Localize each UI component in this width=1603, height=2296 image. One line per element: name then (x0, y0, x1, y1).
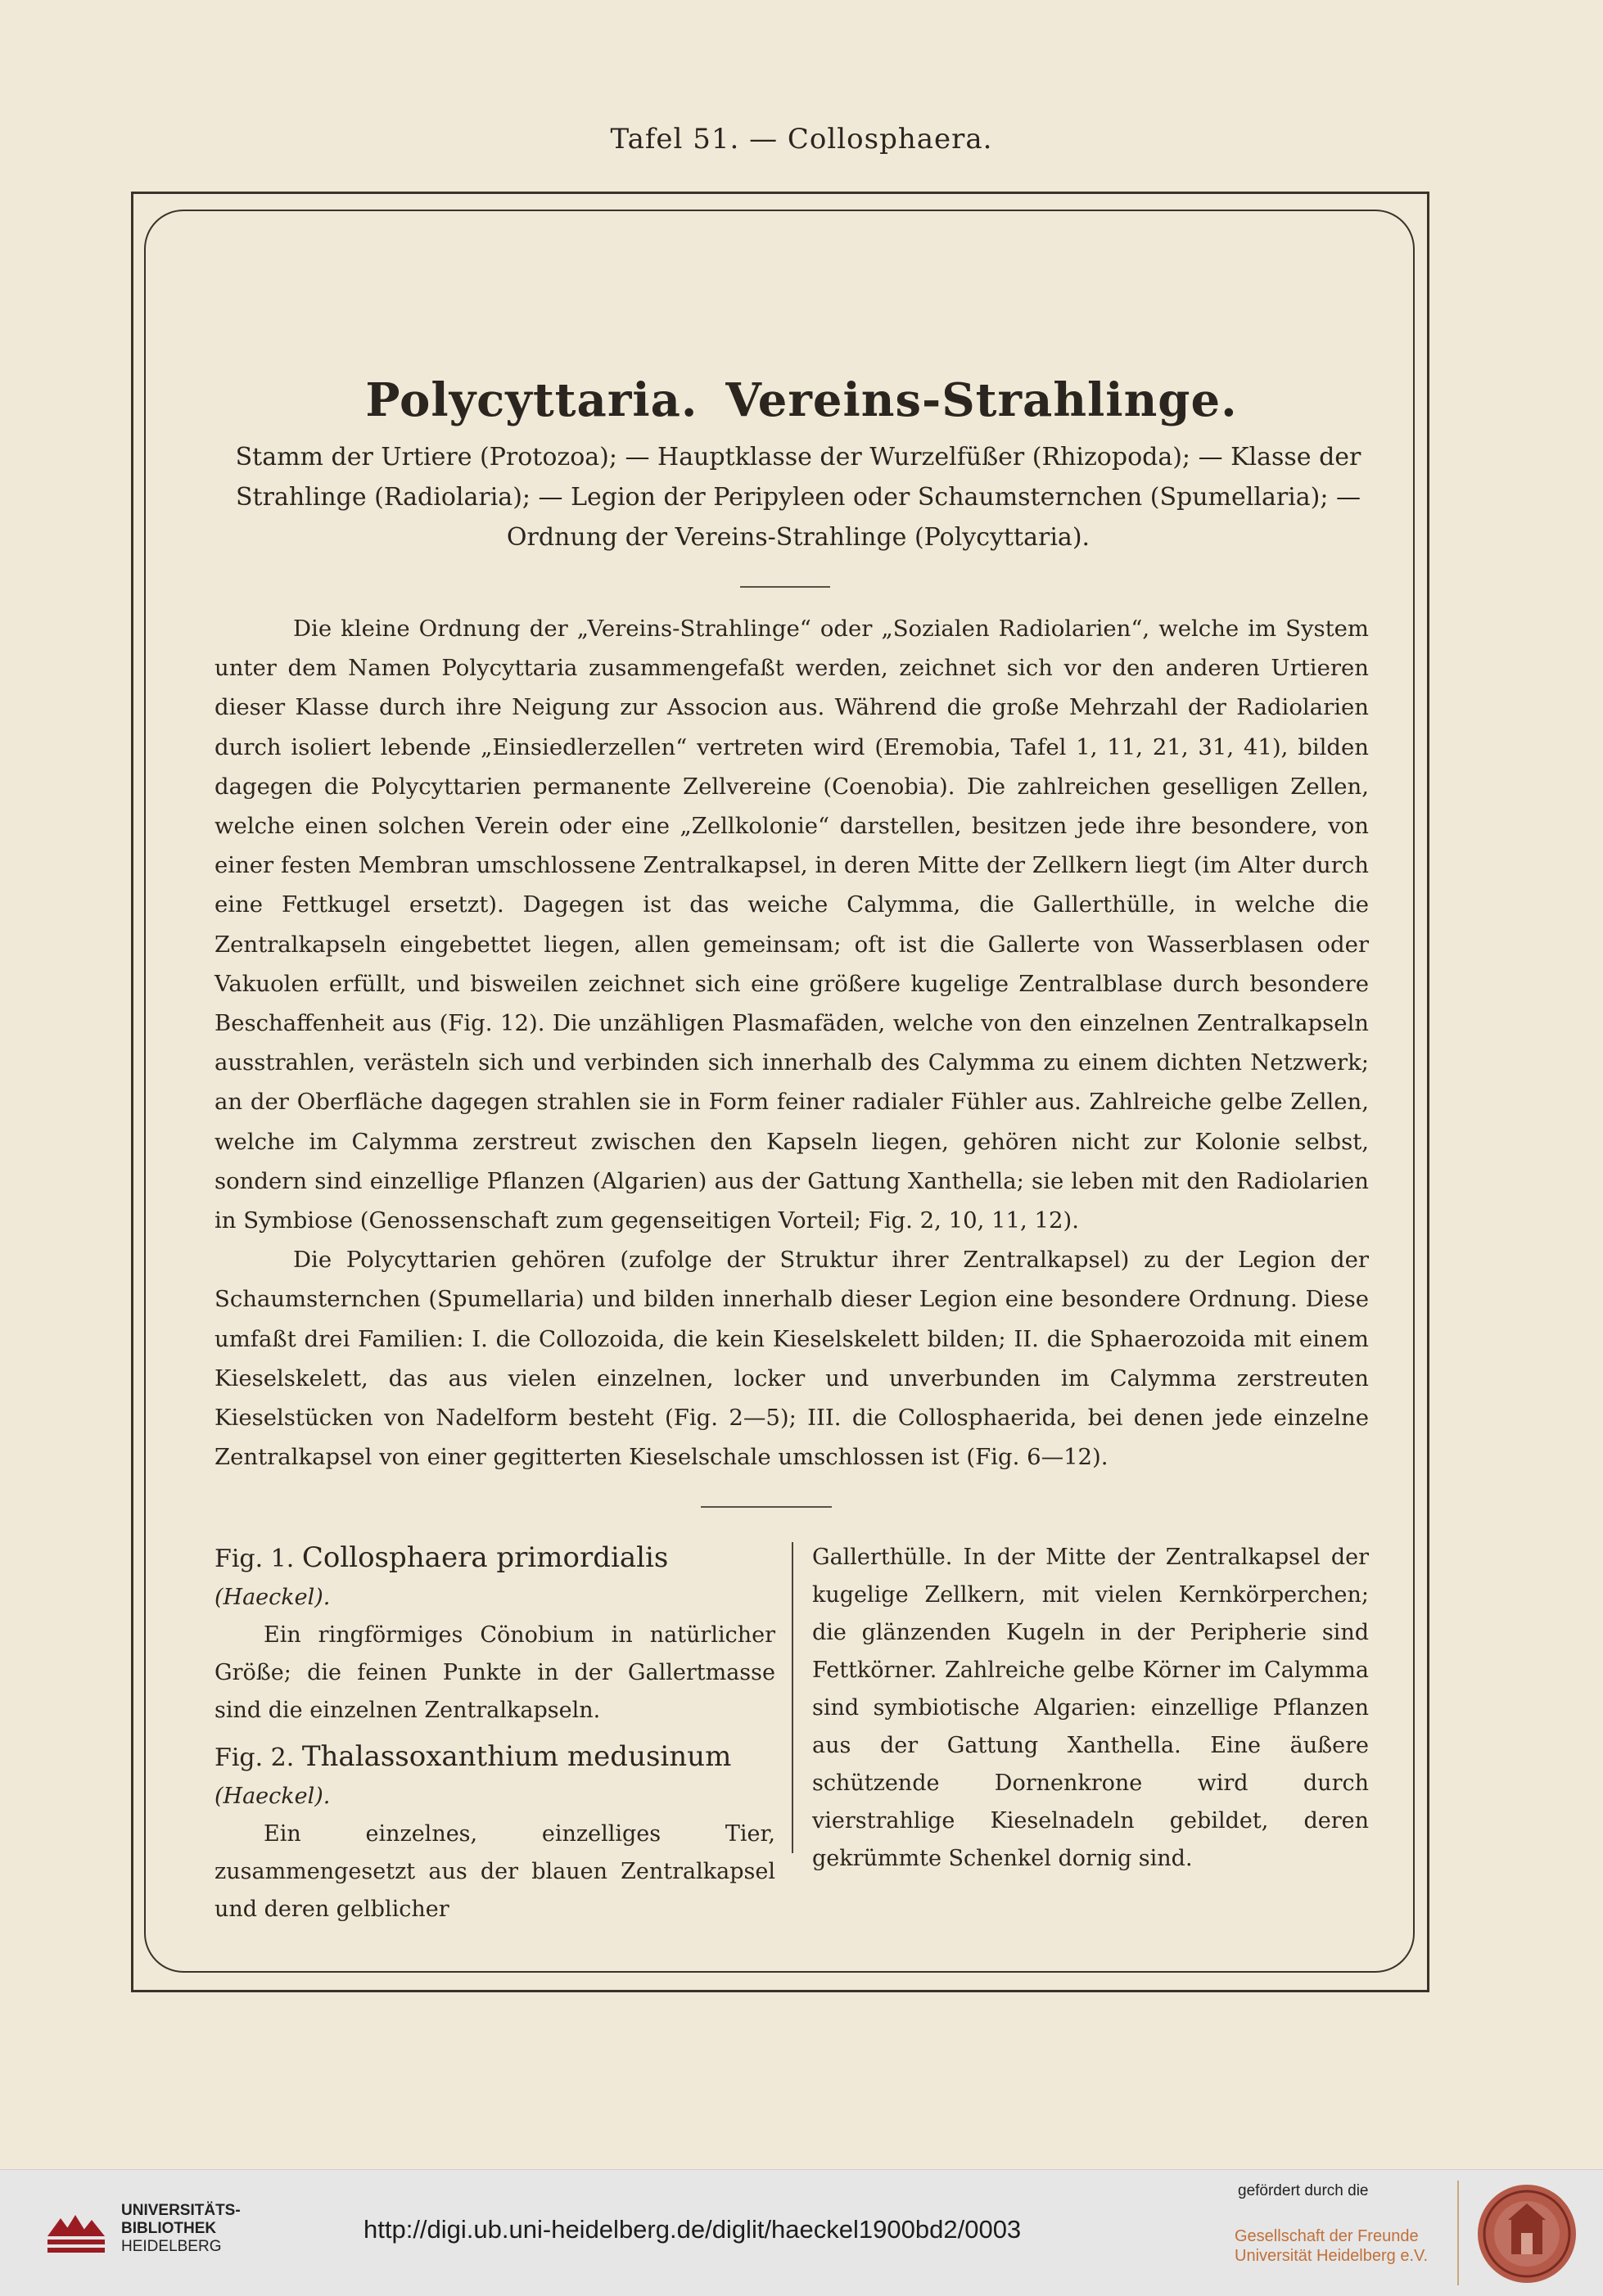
library-name-line: HEIDELBERG (121, 2238, 222, 2255)
figure-caption (214, 1539, 775, 1730)
figure-caption (214, 1738, 775, 1928)
document-url-link[interactable]: http://digi.ub.uni-heidelberg.de/diglit/haeckel1900bd2/0003 (363, 2215, 1022, 2244)
caption-column-right: Gallerthülle. In der Mitte der Zentralkapsel der kugelige Zellkern, mit vielen Kernkörperchen; die glänzenden Kugeln in der Peripherie sind Fettkörner. Zahlreiche gelbe Körner im Calymma sind symbiotische Algarien: einzellige Pflanzen aus der Gattung Xanthella. Eine äußere schützende Dornenkrone wird durch vierstrahlige Kieselnadeln gebildet, deren gekrümmte Schenkel dornig sind. (812, 1545, 1369, 1871)
classification-text: Stamm der Urtiere (Protozoa); — Hauptklasse der Wurzelfüßer (Rhizopoda); — Klasse der Strahlinge (Radiolaria); — Legion der Peripyleen oder Schaumsternchen (Spumellaria); — Ordnung der Vereins-Strahlinge (Polycyttaria). (235, 443, 1361, 552)
figure-label: Fig. 2. (214, 1743, 295, 1772)
figure-description: Ein ringförmiges Cönobium in natürlicher Größe; die feinen Punkte in der Gallertmasse sind die einzelnen Zentralkapseln. (214, 1622, 775, 1723)
title-latin: Polycyttaria. (365, 373, 698, 427)
library-name (121, 2202, 252, 2256)
figure-captions (214, 1539, 1369, 1922)
library-name-line: BIBLIOTHEK (121, 2220, 217, 2237)
sponsor-name-line: Universität Heidelberg e.V. (1235, 2247, 1429, 2265)
sponsor-name (1235, 2226, 1464, 2266)
page-title (0, 373, 1603, 427)
figure-heading (214, 1738, 775, 1816)
university-seal-icon (1475, 2182, 1578, 2285)
figure-author: (Haeckel). (214, 1784, 331, 1809)
library-logo-icon (43, 2204, 110, 2264)
title-german: Vereins-Strahlinge. (725, 373, 1238, 427)
sponsor-divider (1457, 2181, 1459, 2285)
intro-paragraph: Die kleine Ordnung der „Vereins-Strahlinge“ oder „Sozialen Radiolarien“, welche im System unter dem Namen Polycyttaria zusammengefaßt werden, zeichnet sich vor den anderen Urtieren dieser Klasse durch ihre Neigung zur Associon aus. Während die große Mehrzahl der Radiolarien durch isoliert lebende „Einsiedlerzellen“ vertreten wird (Eremobia, Tafel 1, 11, 21, 31, 41), bilden dagegen die Polycyttarien permanente Zellvereine (Coenobia). Die zahlreichen geselligen Zellen, welche einen solchen Verein oder eine „Zellkolonie“ darstellen, besitzen jede ihre besondere, von einer festen Membran umschlossene Zentralkapsel, in deren Mitte der Zellkern liegt (im Alter durch eine Fettkugel ersetzt). Dagegen ist das weiche Calymma, die Gallerthülle, in welche die Zentralkapseln eingebettet liegen, allen gemeinsam; oft ist die Gallerte von Wasserblasen oder Vakuolen erfüllt, und bisweilen zeichnet sich eine größere kugelige Zentralblase durch besondere Beschaffenheit aus (Fig. 12). Die unzähligen Plasmafäden, welche von den einzelnen Zentralkapseln ausstrahlen, verästeln sich und verbinden sich innerhalb des Calymma zu einem dichten Netzwerk; an der Oberfläche dagegen strahlen sie in Form feiner radialer Fühler aus. Zahlreiche gelbe Zellen, welche im Calymma zerstreut zwischen den Kapseln liegen, gehören nicht zur Kolonie selbst, sondern sind einzellige Pflanzen (Algarien) aus der Gattung Xanthella; sie leben mit den Radiolarien in Symbiose (Genossenschaft zum gegenseitigen Vorteil; Fig. 2, 10, 11, 12). (214, 616, 1369, 1234)
divider-rule (701, 1506, 832, 1508)
sponsor-label: gefördert durch die (1238, 2182, 1369, 2199)
figure-author: (Haeckel). (214, 1585, 331, 1610)
figure-description: Ein einzelnes, einzelliges Tier, zusammengesetzt aus der blauen Zentralkapsel und deren gelblicher (214, 1821, 775, 1922)
running-head: Tafel 51. — Collosphaera. (610, 123, 993, 156)
intro-paragraph: Die Polycyttarien gehören (zufolge der Struktur ihrer Zentralkapsel) zu der Legion der Schaumsternchen (Spumellaria) und bilden innerhalb dieser Legion eine besondere Ordnung. Diese umfaßt drei Familien: I. die Collozoida, die kein Kieselskelett bilden; II. die Sphaerozoida mit einem Kieselskelett, das aus vielen einzelnen, locker und unverbunden im Calymma zerstreuten Kieselstücken von Nadelform besteht (Fig. 2—5); III. die Collosphaerida, bei denen jede einzelne Zentralkapsel von einer gegitterten Kieselschale umschlossen ist (Fig. 6—12). (214, 1247, 1369, 1471)
sponsor-name-line: Gesellschaft der Freunde (1235, 2227, 1419, 2245)
figure-label: Fig. 1. (214, 1545, 295, 1573)
divider-rule (740, 586, 830, 588)
library-name-line: UNIVERSITÄTS- (121, 2202, 241, 2219)
caption-column-left (214, 1539, 775, 1937)
figure-heading (214, 1539, 775, 1617)
figure-species: Collosphaera primordialis (301, 1541, 669, 1574)
column-divider (792, 1542, 793, 1853)
intro-text (214, 609, 1369, 1477)
figure-species: Thalassoxanthium medusinum (301, 1740, 732, 1773)
